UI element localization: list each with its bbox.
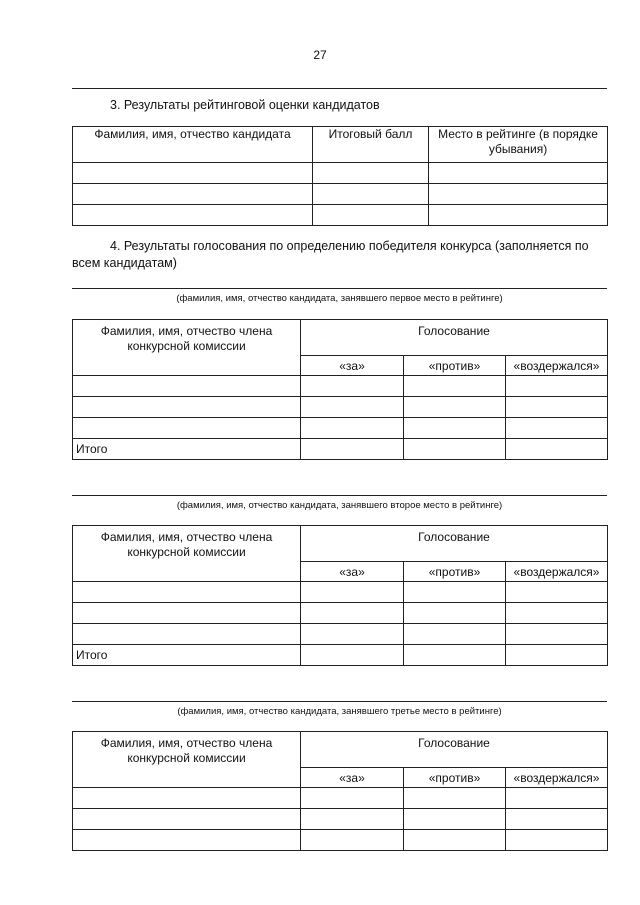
table-row: [73, 418, 608, 439]
candidate-1-line: [72, 288, 607, 289]
rating-header-row: [73, 127, 608, 163]
cell[interactable]: [506, 397, 608, 418]
header-member: Фамилия, имя, отчество члена конкурсной комиссии: [73, 320, 301, 376]
header-for: «за»: [301, 356, 404, 376]
cell[interactable]: [429, 184, 608, 205]
cell[interactable]: [313, 184, 429, 205]
header-member: Фамилия, имя, отчество члена конкурсной комиссии: [73, 732, 301, 788]
cell[interactable]: [404, 376, 506, 397]
table-row: [73, 397, 608, 418]
cell[interactable]: [404, 603, 506, 624]
header-voting: Голосование: [301, 526, 608, 562]
cell[interactable]: [73, 788, 301, 809]
cell[interactable]: [73, 184, 313, 205]
cell[interactable]: [313, 205, 429, 226]
cell[interactable]: [506, 624, 608, 645]
cell[interactable]: [506, 603, 608, 624]
rating-header-place: Место в рейтинге (в порядке убывания): [429, 127, 608, 163]
header-abstained: «воздержался»: [506, 356, 608, 376]
cell[interactable]: [73, 809, 301, 830]
cell[interactable]: [301, 397, 404, 418]
candidate-2-line: [72, 495, 607, 496]
rating-header-score: Итоговый балл: [313, 127, 429, 163]
cell[interactable]: [301, 830, 404, 851]
cell[interactable]: [429, 163, 608, 184]
cell[interactable]: [73, 376, 301, 397]
section-4-title: 4. Результаты голосования по определению победителя конкурса (заполняется по всем кандидатам): [72, 239, 589, 270]
header-abstained: «воздержался»: [506, 562, 608, 582]
cell[interactable]: [73, 582, 301, 603]
cell[interactable]: [301, 624, 404, 645]
candidate-2-caption: (фамилия, имя, отчество кандидата, занявшего второе место в рейтинге): [176, 500, 503, 511]
total-label: Итого: [73, 645, 301, 666]
cell[interactable]: [404, 582, 506, 603]
table-row: [73, 624, 608, 645]
cell[interactable]: [506, 645, 608, 666]
cell[interactable]: [404, 418, 506, 439]
cell[interactable]: [506, 376, 608, 397]
section-3-title: 3. Результаты рейтинговой оценки кандидатов: [110, 98, 380, 112]
table-row: [73, 376, 608, 397]
cell[interactable]: [73, 205, 313, 226]
cell[interactable]: [301, 809, 404, 830]
table-row: [73, 603, 608, 624]
cell[interactable]: [506, 809, 608, 830]
cell[interactable]: [506, 418, 608, 439]
header-against: «против»: [404, 562, 506, 582]
table-row: [73, 788, 608, 809]
header-against: «против»: [404, 768, 506, 788]
total-row: [73, 439, 608, 460]
cell[interactable]: [404, 397, 506, 418]
cell[interactable]: [73, 163, 313, 184]
cell[interactable]: [404, 645, 506, 666]
table-row: [73, 184, 608, 205]
cell[interactable]: [429, 205, 608, 226]
cell[interactable]: [404, 439, 506, 460]
cell[interactable]: [73, 603, 301, 624]
cell[interactable]: [73, 830, 301, 851]
candidate-3-caption: (фамилия, имя, отчество кандидата, занявшего третье место в рейтинге): [177, 706, 502, 717]
total-label: Итого: [73, 439, 301, 460]
cell[interactable]: [301, 603, 404, 624]
header-voting: Голосование: [301, 320, 608, 356]
voting-table-1: [72, 319, 608, 460]
table-row: [73, 163, 608, 184]
rating-table: [72, 126, 608, 226]
cell[interactable]: [73, 397, 301, 418]
cell[interactable]: [73, 624, 301, 645]
header-rule: [72, 88, 607, 89]
cell[interactable]: [301, 439, 404, 460]
header-for: «за»: [301, 562, 404, 582]
cell[interactable]: [404, 624, 506, 645]
cell[interactable]: [506, 830, 608, 851]
header-against: «против»: [404, 356, 506, 376]
voting-table-3: [72, 731, 608, 851]
table-row: [73, 582, 608, 603]
cell[interactable]: [506, 582, 608, 603]
cell[interactable]: [506, 788, 608, 809]
rating-header-name: Фамилия, имя, отчество кандидата: [73, 127, 313, 163]
cell[interactable]: [404, 788, 506, 809]
header-member: Фамилия, имя, отчество члена конкурсной комиссии: [73, 526, 301, 582]
cell[interactable]: [404, 809, 506, 830]
table-row: [73, 830, 608, 851]
cell[interactable]: [301, 645, 404, 666]
page-number: 27: [313, 48, 327, 62]
voting-table-2: [72, 525, 608, 666]
header-for: «за»: [301, 768, 404, 788]
cell[interactable]: [301, 788, 404, 809]
candidate-3-line: [72, 701, 607, 702]
cell[interactable]: [301, 376, 404, 397]
cell[interactable]: [313, 163, 429, 184]
cell[interactable]: [404, 830, 506, 851]
candidate-1-caption: (фамилия, имя, отчество кандидата, занявшего первое место в рейтинге): [176, 293, 503, 304]
header-abstained: «воздержался»: [506, 768, 608, 788]
cell[interactable]: [301, 582, 404, 603]
cell[interactable]: [506, 439, 608, 460]
table-row: [73, 809, 608, 830]
header-voting: Голосование: [301, 732, 608, 768]
cell[interactable]: [73, 418, 301, 439]
cell[interactable]: [301, 418, 404, 439]
total-row: [73, 645, 608, 666]
table-row: [73, 205, 608, 226]
